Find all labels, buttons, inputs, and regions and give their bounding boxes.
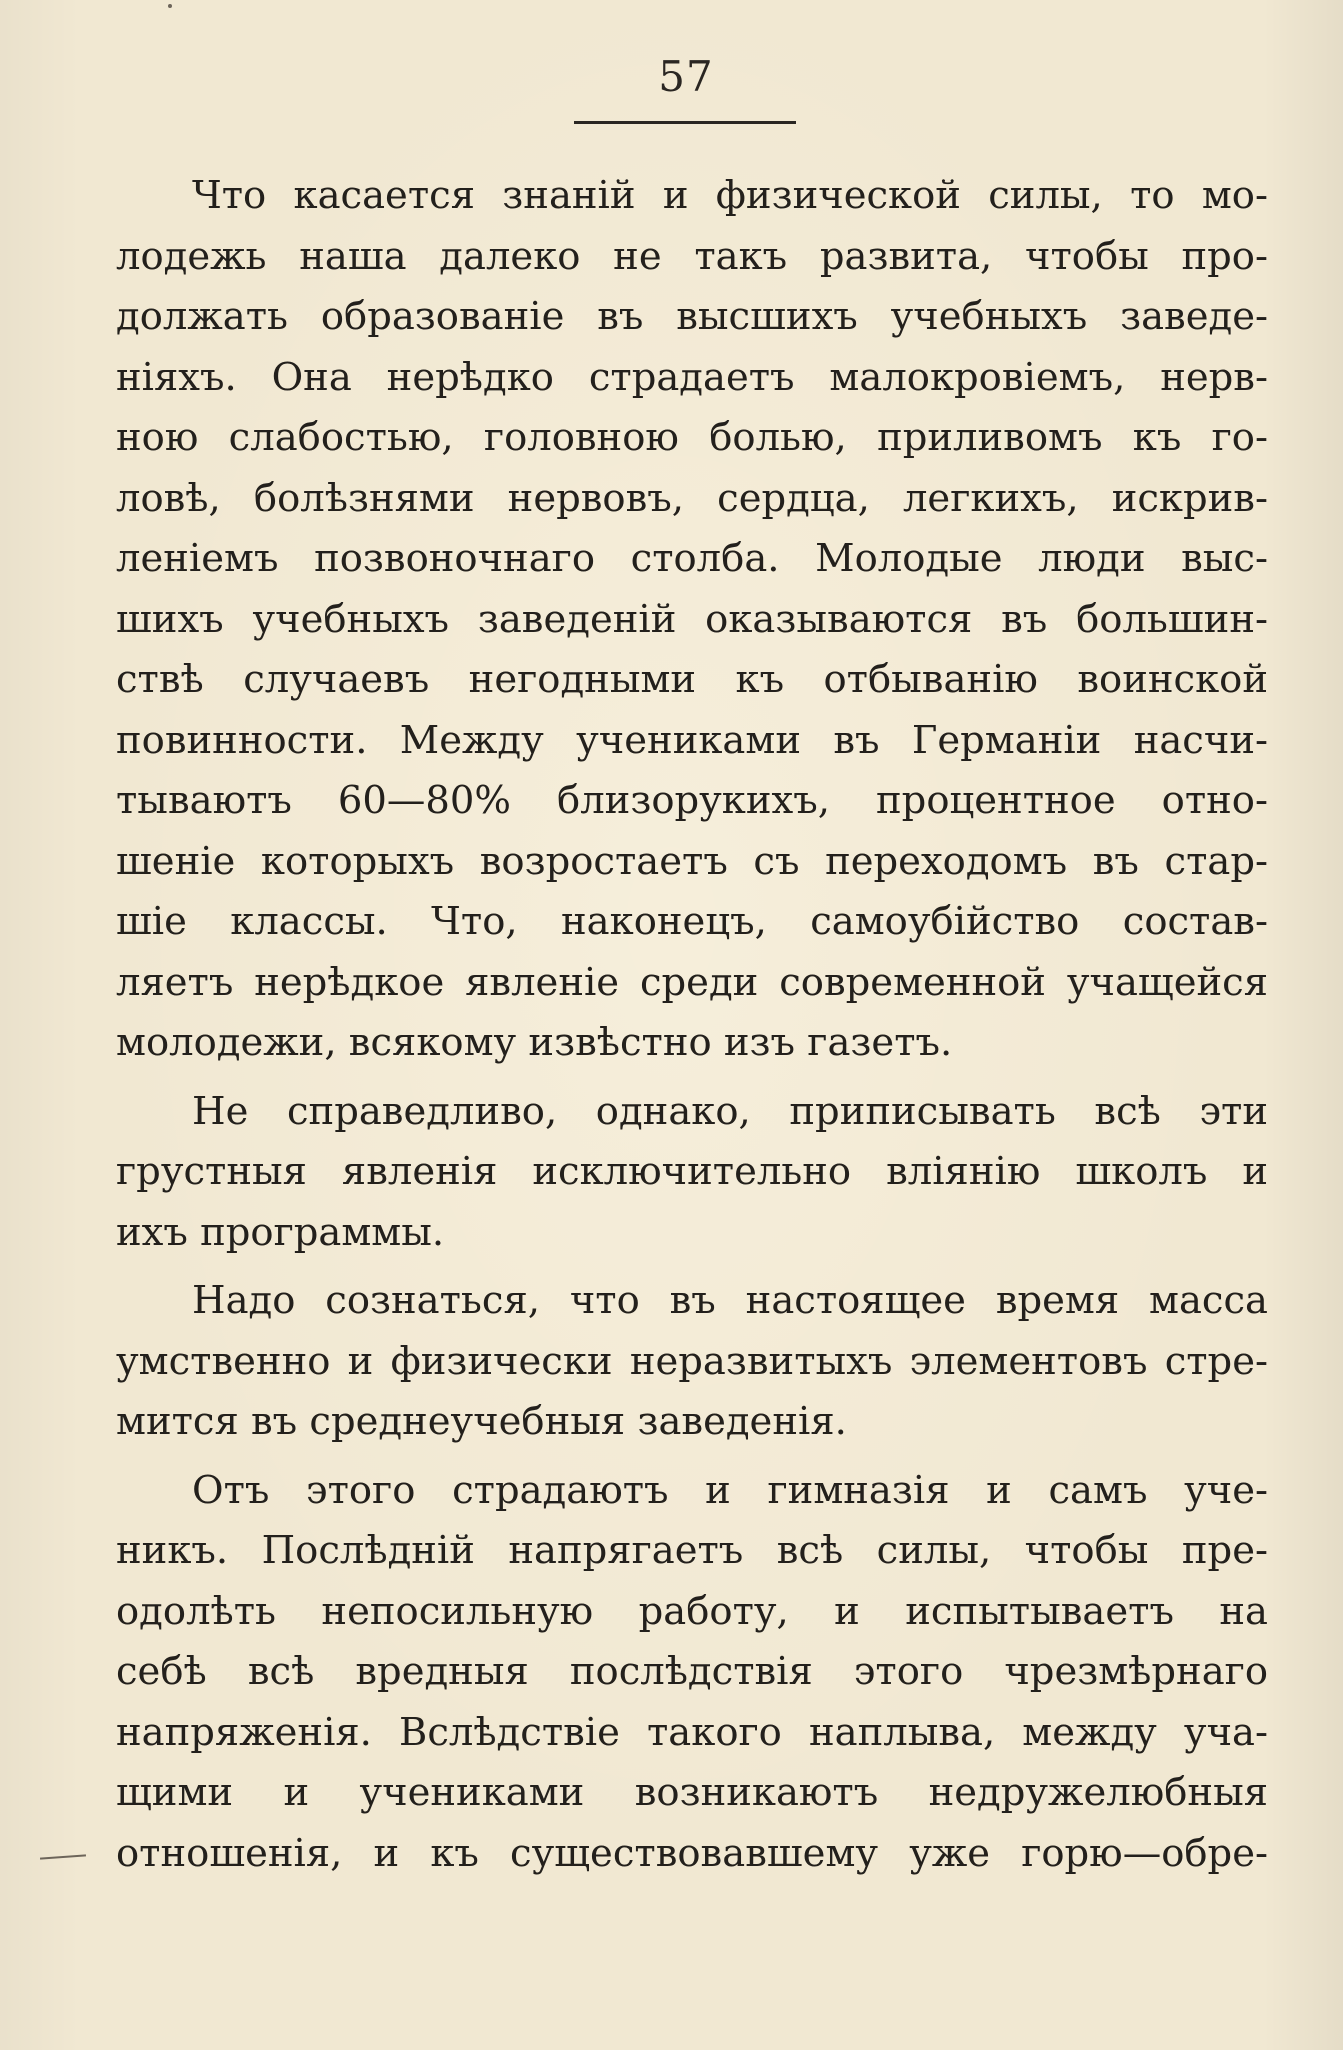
text-line: ствѣ случаевъ негодными къ отбыванiю воинской: [116, 657, 1268, 702]
paragraph-gap: [116, 1263, 1268, 1271]
text-line: ною слабостью, головною болью, приливомъ къ го-: [116, 415, 1268, 460]
text-line: ловѣ, болѣзнями нервовъ, сердца, легкихъ, искрив-: [116, 475, 1268, 521]
text-line: шенiе которыхъ возростаетъ съ переходомъ въ стар-: [116, 838, 1268, 884]
margin-pencil-mark: [40, 1854, 86, 1859]
paragraph-gap: [116, 1074, 1268, 1082]
text-line: шихъ учебныхъ заведенiй оказываются въ большин-: [116, 596, 1268, 642]
text-line: шiе классы. Что, наконецъ, самоубiйство состав-: [116, 899, 1268, 944]
text-line: щими и учениками возникаютъ недружелюбныя: [116, 1770, 1268, 1815]
text-line: ляетъ нерѣдкое явленiе среди современной учащейся: [116, 959, 1268, 1005]
text-line: одолѣть непосильную работу, и испытываетъ на: [116, 1588, 1268, 1634]
text-line: тываютъ 60—80% близорукихъ, процентное отно-: [116, 778, 1268, 823]
text-line: Надо сознаться, что въ настоящее время масса: [192, 1278, 1268, 1323]
page-number: 57: [658, 52, 714, 101]
text-line: Не справедливо, однако, приписывать всѣ эти: [192, 1088, 1268, 1134]
text-line: отношенiя, и къ существовавшему уже горю—обре-: [116, 1830, 1268, 1876]
text-line: никъ. Послѣднiй напрягаетъ всѣ силы, чтобы пре-: [116, 1528, 1268, 1573]
text-line: нiяхъ. Она нерѣдко страдаетъ малокровiемъ, нерв-: [116, 354, 1268, 400]
text-line: лодежь наша далеко не такъ развита, чтобы про-: [116, 233, 1268, 279]
text-line: Отъ этого страдаютъ и гимназiя и самъ уче-: [192, 1467, 1268, 1513]
body-text: [116, 166, 1268, 1884]
text-line: Что касается знанiй и физической силы, то мо-: [192, 173, 1268, 218]
text-line: себѣ всѣ вредныя послѣдствiя этого чрезмѣрнаго: [116, 1649, 1268, 1694]
text-line: мится въ среднеучебныя заведенiя.: [116, 1399, 847, 1444]
paragraph-gap: [116, 1453, 1268, 1461]
ink-speck: [168, 4, 172, 8]
text-line: умственно и физически неразвитыхъ элементовъ стре-: [116, 1338, 1268, 1384]
text-line: молодежи, всякому извѣстно изъ газетъ.: [116, 1020, 953, 1065]
text-line: ленiемъ позвоночнаго столба. Молодые люди выс-: [116, 536, 1268, 581]
text-line: повинности. Между учениками въ Германiи насчи-: [116, 717, 1268, 763]
text-line: должать образованiе въ высшихъ учебныхъ заведе-: [116, 294, 1268, 339]
text-line: грустныя явленiя исключительно влiянiю школъ и: [116, 1149, 1268, 1194]
header-rule: [574, 121, 796, 124]
text-line: напряженiя. Вслѣдствiе такого наплыва, между уча-: [116, 1709, 1268, 1755]
text-line: ихъ программы.: [116, 1209, 445, 1255]
